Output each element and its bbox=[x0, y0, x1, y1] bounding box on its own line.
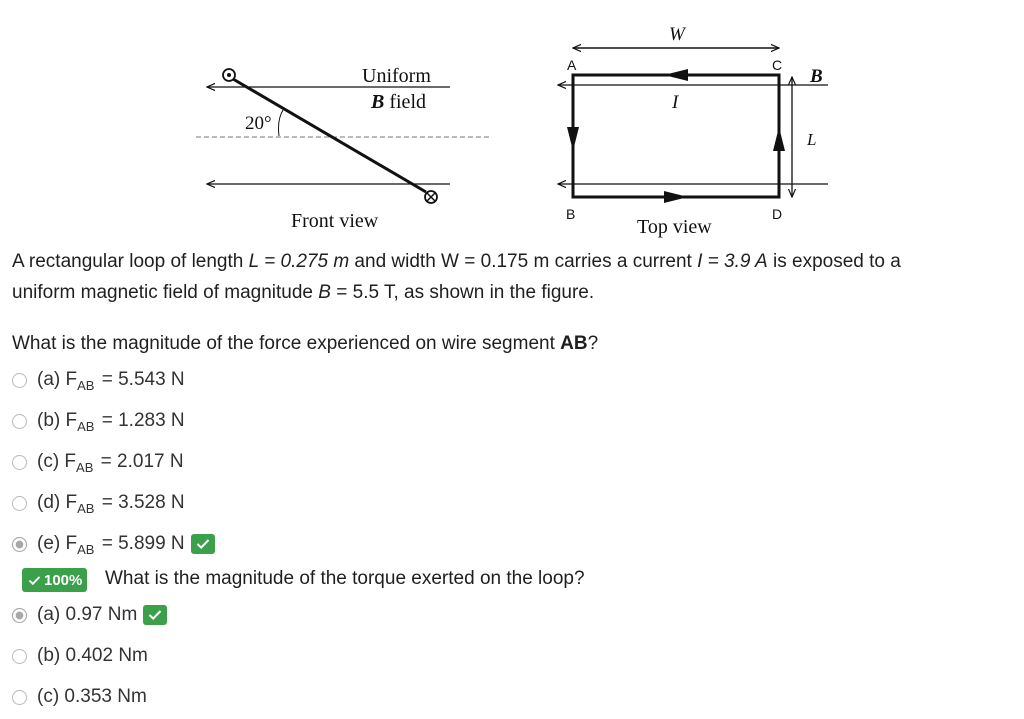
q1-option-d[interactable] bbox=[12, 490, 185, 516]
front-view-caption: Front view bbox=[291, 210, 379, 232]
length-label: L bbox=[807, 130, 817, 149]
q1-option-c-label: (c) $F_{AB} = 2.017$ N bbox=[37, 451, 184, 475]
current-label: I bbox=[672, 92, 679, 113]
problem-statement bbox=[12, 246, 901, 308]
q2-option-a[interactable] bbox=[12, 602, 167, 628]
score-badge bbox=[22, 568, 87, 592]
radio-unselected-icon[interactable] bbox=[12, 373, 27, 388]
physics-figure bbox=[0, 0, 1024, 245]
q2-option-a-label: (a) 0.97 Nm bbox=[37, 604, 138, 625]
problem-line-2: uniform magnetic field of magnitude B = 5.5 T, as shown in the figure. bbox=[12, 282, 595, 303]
question-2-text: What is the magnitude of the torque exerted on the loop? bbox=[105, 568, 585, 589]
length-symbol: L bbox=[248, 251, 259, 272]
angle-label: 20° bbox=[245, 113, 272, 134]
radio-unselected-icon[interactable] bbox=[12, 414, 27, 429]
into-page-icon bbox=[425, 191, 437, 203]
q2-option-b-label: (b) 0.402 Nm bbox=[37, 645, 148, 666]
radio-unselected-icon[interactable] bbox=[12, 496, 27, 511]
q1-option-b[interactable] bbox=[12, 408, 185, 434]
length-value: = 0.275 m bbox=[258, 251, 350, 272]
q1-option-d-label: (d) $F_{AB} = 3.528$ N bbox=[37, 492, 185, 516]
q2-option-b[interactable] bbox=[12, 643, 148, 669]
radio-unselected-icon[interactable] bbox=[12, 649, 27, 664]
top-view-diagram bbox=[558, 24, 828, 238]
out-of-page-icon bbox=[223, 69, 235, 81]
current-arrow-left bbox=[567, 127, 579, 151]
b-field-label-top-view: B bbox=[810, 66, 823, 87]
current-symbol: I bbox=[697, 251, 703, 272]
front-view-diagram bbox=[196, 65, 490, 232]
current-arrow-right bbox=[773, 127, 785, 151]
b-field-symbol: B bbox=[371, 91, 385, 113]
radio-unselected-icon[interactable] bbox=[12, 455, 27, 470]
radio-selected-icon[interactable] bbox=[12, 537, 27, 552]
corner-d-label: D bbox=[772, 206, 783, 222]
corner-a-label: A bbox=[567, 57, 577, 73]
uniform-field-label: Uniform bbox=[362, 65, 431, 87]
top-view-caption: Top view bbox=[637, 216, 712, 238]
q1-option-b-label: (b) $F_{AB} = 1.283$ N bbox=[37, 410, 185, 434]
problem-line-1: A rectangular loop of length L = 0.275 m and width W = 0.175 m carries a current I = 3.9 A is exposed to a bbox=[12, 251, 901, 272]
checkmark-icon bbox=[28, 575, 41, 586]
q1-option-c[interactable] bbox=[12, 449, 184, 475]
radio-unselected-icon[interactable] bbox=[12, 690, 27, 705]
field-symbol: B bbox=[318, 282, 331, 303]
q1-option-a[interactable] bbox=[12, 367, 185, 393]
q2-option-c[interactable] bbox=[12, 684, 147, 710]
width-label: W bbox=[669, 24, 685, 45]
q1-option-e[interactable] bbox=[12, 531, 215, 557]
field-word: field bbox=[384, 91, 426, 113]
svg-text:B field bbox=[370, 91, 426, 113]
q1-option-a-label: (a) $F_{AB} = 5.543$ N bbox=[37, 369, 185, 393]
segment-ab-bold: AB bbox=[560, 333, 588, 354]
checkmark-icon bbox=[191, 534, 215, 554]
score-badge-label: 100% bbox=[44, 571, 83, 589]
radio-selected-icon[interactable] bbox=[12, 608, 27, 623]
corner-b-label: B bbox=[566, 206, 576, 222]
checkmark-icon bbox=[143, 605, 167, 625]
q1-option-e-label: (e) $F_{AB} = 5.899$ N bbox=[37, 533, 185, 557]
q2-option-c-label: (c) 0.353 Nm bbox=[37, 686, 147, 707]
current-arrow-bottom bbox=[664, 191, 688, 203]
corner-c-label: C bbox=[772, 57, 783, 73]
current-arrow-top bbox=[664, 69, 688, 81]
current-value: = 3.9 A bbox=[702, 251, 768, 272]
angle-arc bbox=[279, 110, 284, 136]
question-1-text: What is the magnitude of the force experienced on wire segment AB? bbox=[12, 333, 599, 354]
